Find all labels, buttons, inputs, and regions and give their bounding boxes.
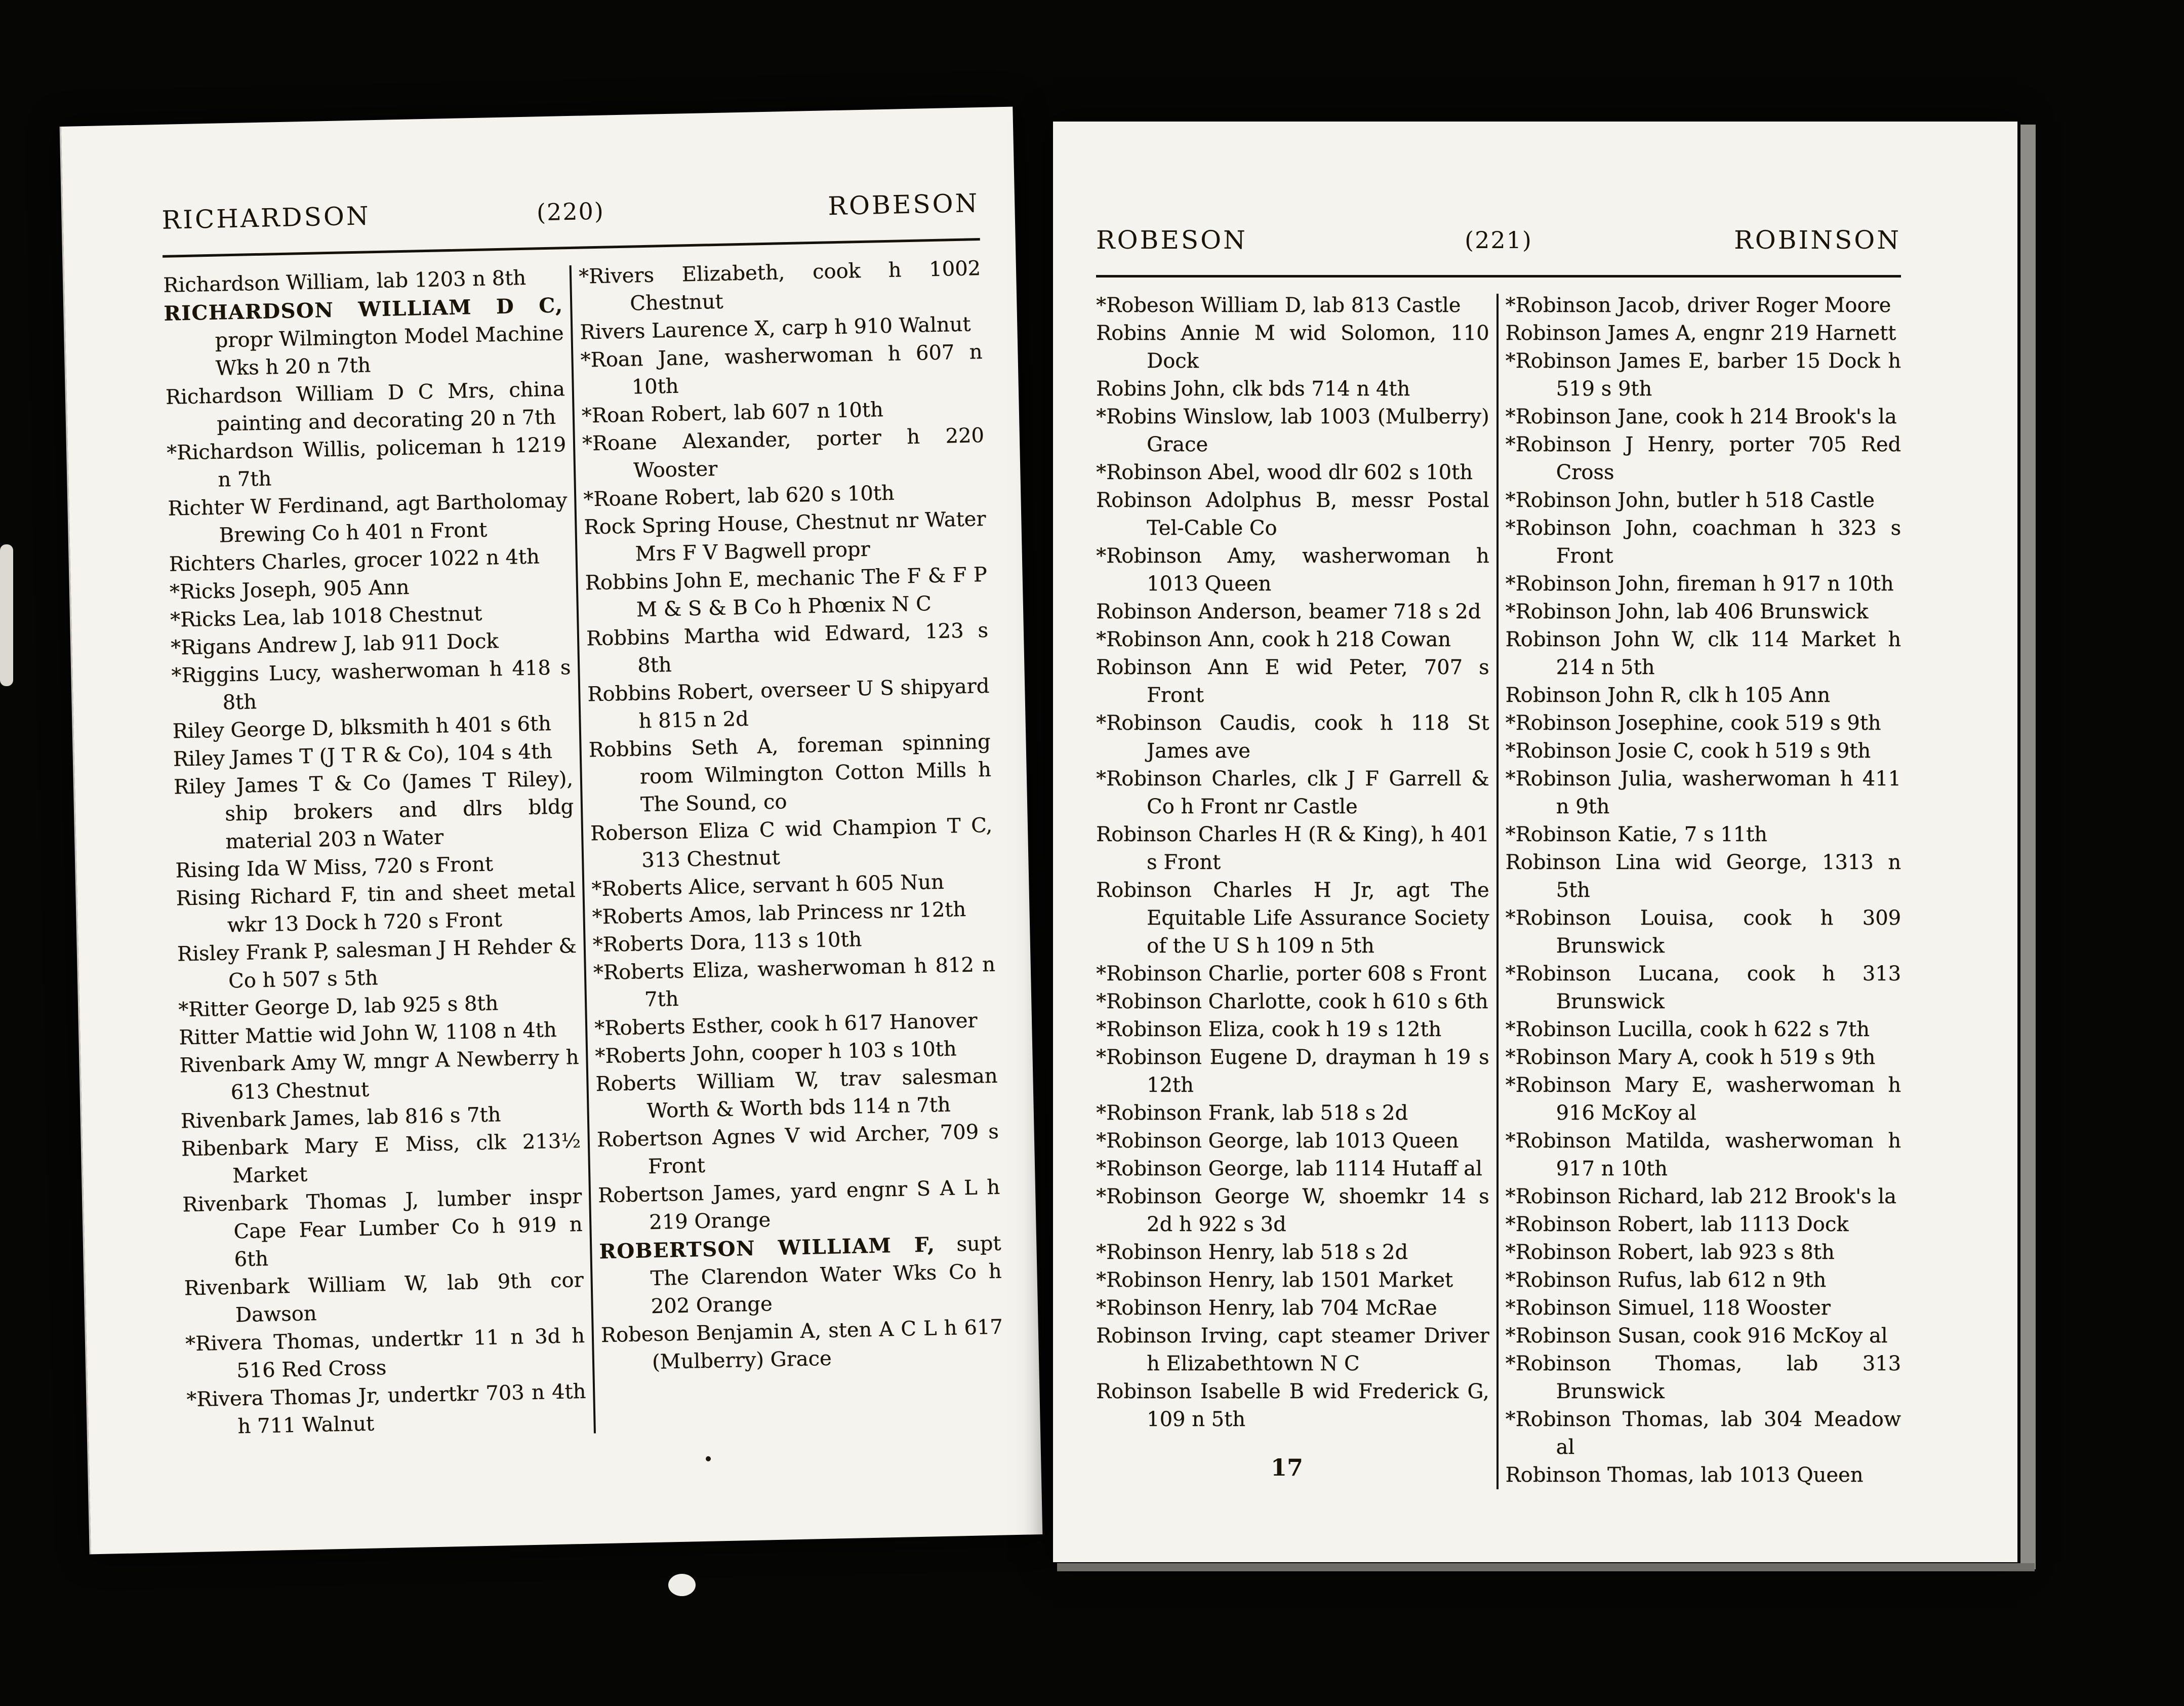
- directory-entry: Riley James T (J T R & Co), 104 s 4th: [173, 739, 553, 771]
- directory-entry: *Robinson Matilda, washerwoman h 917 n 10th: [1505, 1129, 1901, 1180]
- directory-entry: Risley Frank P, salesman J H Rehder & Co h 507 s 5th: [177, 934, 577, 993]
- directory-entry: Robinson Anderson, beamer 718 s 2d: [1096, 600, 1481, 623]
- header-rule: [1096, 275, 1901, 277]
- directory-entry: Riley George D, blksmith h 401 s 6th: [172, 711, 552, 743]
- directory-entry: *Roan Robert, lab 607 n 10th: [581, 398, 884, 428]
- column-divider: [1497, 294, 1499, 1489]
- directory-entry: *Robinson Frank, lab 518 s 2d: [1096, 1101, 1408, 1125]
- directory-entry: *Roane Alexander, porter h 220 Wooster: [582, 423, 985, 483]
- directory-entry: Rock Spring House, Chestnut nr Water Mrs F V Bagwell propr: [583, 507, 986, 566]
- directory-entry: *Robinson Katie, 7 s 11th: [1505, 823, 1767, 846]
- directory-entry: *Robinson Eugene D, drayman h 19 s 12th: [1096, 1046, 1489, 1097]
- directory-entry: Rivenbark Thomas J, lumber inspr Cape Fear Lumber Co h 919 n 6th: [182, 1184, 583, 1272]
- directory-entry: Roberson Eliza C wid Champion T C, 313 Chestnut: [590, 813, 993, 872]
- directory-entry: *Ricks Joseph, 905 Ann: [169, 575, 410, 604]
- directory-entry: Rising Richard F, tin and sheet metal wkr 13 Dock h 720 s Front: [176, 879, 576, 937]
- directory-entry: *Roberts Dora, 113 s 10th: [592, 928, 862, 957]
- directory-entry: *Roberts Amos, lab Princess nr 12th: [592, 897, 966, 929]
- scan-artifact-blob: [668, 1574, 696, 1596]
- directory-entry: *Robinson Simuel, 118 Wooster: [1505, 1296, 1831, 1320]
- directory-entry: *Robinson Lucilla, cook h 622 s 7th: [1505, 1018, 1870, 1041]
- directory-entry: Robinson John R, clk h 105 Ann: [1505, 684, 1830, 707]
- directory-entry-bold-name: RICHARDSON WILLIAM D C,: [163, 293, 563, 326]
- directory-entry: *Ritter George D, lab 925 s 8th: [178, 991, 499, 1022]
- directory-entry: Rising Ida W Miss, 720 s Front: [175, 852, 494, 883]
- page-folio: (220): [536, 197, 605, 226]
- directory-entry: *Robinson Thomas, lab 313 Brunswick: [1505, 1352, 1901, 1403]
- directory-entry: *Robins Winslow, lab 1003 (Mulberry) Grace: [1096, 405, 1489, 456]
- directory-entry: *Robinson Mary E, washerwoman h 916 McKoy al: [1505, 1074, 1901, 1125]
- directory-entry: *Robinson John, coachman h 323 s Front: [1505, 517, 1901, 568]
- directory-entry: Robeson Benjamin A, sten A C L h 617 (Mulberry) Grace: [600, 1315, 1003, 1374]
- directory-entry: *Robinson Lucana, cook h 313 Brunswick: [1505, 962, 1901, 1013]
- column-block: [163, 255, 1005, 1442]
- directory-entry: Robinson Charles H (R & King), h 401 s Front: [1096, 823, 1489, 874]
- directory-entry: *Robinson Rufus, lab 612 n 9th: [1505, 1268, 1827, 1292]
- directory-entry: Ribenbark Mary E Miss, clk 213½ Market: [181, 1129, 581, 1188]
- directory-entry: Robins Annie M wid Solomon, 110 Dock: [1096, 322, 1489, 373]
- directory-entry: *Robinson Eliza, cook h 19 s 12th: [1096, 1018, 1442, 1041]
- directory-entry: *Robinson John, fireman h 917 n 10th: [1505, 572, 1894, 596]
- header-letter-range-end: ROBESON: [827, 188, 980, 221]
- directory-entry: Robertson Agnes V wid Archer, 709 s Front: [596, 1120, 999, 1179]
- directory-column: [579, 255, 1005, 1433]
- directory-entry: Robinson Lina wid George, 1313 n 5th: [1505, 851, 1901, 902]
- directory-entry: *Robinson J Henry, porter 705 Red Cross: [1505, 433, 1901, 484]
- directory-entry: *Roberts Esther, cook h 617 Hanover: [594, 1009, 978, 1041]
- directory-entry: *Robinson Charles, clk J F Garrell & Co h Front nr Castle: [1096, 767, 1489, 818]
- directory-entry: Roberts William W, trav salesman Worth & Worth bds 114 n 7th: [595, 1064, 998, 1123]
- directory-entry: Robbins Robert, overseer U S shipyard h 815 n 2d: [587, 674, 990, 733]
- directory-entry: *Roberts John, cooper h 103 s 10th: [594, 1037, 957, 1068]
- directory-entry: *Robinson Robert, lab 923 s 8th: [1505, 1241, 1835, 1264]
- directory-entry: Rivers Laurence X, carp h 910 Walnut: [579, 312, 971, 344]
- directory-entry: Robinson Thomas, lab 1013 Queen: [1505, 1463, 1864, 1487]
- directory-entry: *Richardson Willis, policeman h 1219 n 7th: [166, 433, 567, 492]
- directory-entry: *Robinson Mary A, cook h 519 s 9th: [1505, 1046, 1876, 1069]
- header-letter-range-start: RICHARDSON: [161, 201, 371, 235]
- directory-entry: *Robinson Richard, lab 212 Brook's la: [1505, 1185, 1896, 1208]
- directory-entry: Robinson Isabelle B wid Frederick G, 109 n 5th: [1096, 1380, 1489, 1431]
- page-folio: (221): [1465, 226, 1532, 254]
- directory-entry: Richter W Ferdinand, agt Bartholomay Brewing Co h 401 n Front: [168, 489, 568, 547]
- page-header: [161, 188, 980, 241]
- directory-entry: *Ricks Lea, lab 1018 Chestnut: [170, 602, 482, 632]
- page-content: [1053, 122, 2017, 1562]
- directory-entry: Ritter Mattie wid John W, 1108 n 4th: [178, 1018, 557, 1050]
- directory-entry: Riley James T & Co (James T Riley), ship brokers and dlrs bldg material 203 n Water: [173, 767, 574, 854]
- scan-artifact-sliver: [0, 544, 13, 686]
- directory-column: [163, 263, 587, 1442]
- directory-entry: *Rivera Thomas, undertkr 11 n 3d h 516 Red Cross: [185, 1324, 585, 1383]
- directory-entry: *Robinson Ann, cook h 218 Cowan: [1096, 628, 1451, 651]
- directory-entry: *Robinson Susan, cook 916 McKoy al: [1505, 1324, 1888, 1347]
- directory-column: [1506, 292, 1901, 1489]
- directory-entry: *Robinson Thomas, lab 304 Meadow al: [1505, 1408, 1901, 1459]
- directory-entry: RICHARDSON WILLIAM D C, propr Wilmington Model Machine Wks h 20 n 7th: [163, 293, 564, 380]
- directory-entry: Robinson Irving, capt steamer Driver h Elizabethtown N C: [1096, 1324, 1489, 1375]
- directory-entry: Richters Charles, grocer 1022 n 4th: [169, 545, 540, 576]
- directory-entry: *Robinson Josephine, cook 519 s 9th: [1505, 711, 1881, 735]
- directory-entry: Robinson Charles H Jr, agt The Equitable Life Assurance Society of the U S h 109 n 5th: [1096, 879, 1489, 958]
- directory-entry: *Robinson Louisa, cook h 309 Brunswick: [1505, 906, 1901, 958]
- directory-entry: Robbins Martha wid Edward, 123 s 8th: [586, 618, 989, 678]
- directory-entry-bold-name: ROBERTSON WILLIAM F,: [598, 1233, 936, 1264]
- page-number: 17: [1271, 1454, 1304, 1481]
- directory-entry: *Robinson John, lab 406 Brunswick: [1505, 600, 1869, 623]
- page-header: [1096, 225, 1901, 261]
- directory-entry: Robinson John W, clk 114 Market h 214 n 5th: [1505, 628, 1901, 679]
- directory-entry: *Robinson George W, shoemkr 14 s 2d h 922 s 3d: [1096, 1185, 1489, 1236]
- directory-entry: *Robinson George, lab 1114 Hutaff al: [1096, 1157, 1482, 1180]
- directory-entry: *Robinson Charlie, porter 608 s Front: [1096, 962, 1486, 985]
- column-block: [1096, 292, 1901, 1489]
- header-letter-range-start: ROBESON: [1096, 225, 1247, 255]
- directory-entry: *Robinson Amy, washerwoman h 1013 Queen: [1096, 544, 1489, 596]
- directory-entry: *Robinson Jacob, driver Roger Moore: [1505, 294, 1891, 317]
- page-edge: [1057, 1563, 2035, 1571]
- directory-entry: *Robinson Abel, wood dlr 602 s 10th: [1096, 461, 1473, 484]
- directory-entry: *Robinson Henry, lab 704 McRae: [1096, 1296, 1437, 1320]
- directory-entry: *Rigans Andrew J, lab 911 Dock: [170, 629, 499, 660]
- directory-entry: *Robinson Robert, lab 1113 Dock: [1505, 1213, 1849, 1236]
- directory-page-220: [61, 107, 1043, 1555]
- page-edge: [2020, 125, 2036, 1569]
- directory-entry: *Roberts Alice, servant h 605 Nun: [591, 870, 945, 901]
- directory-entry: *Robinson James E, barber 15 Dock h 519 s 9th: [1505, 349, 1901, 401]
- directory-entry: Rivenbark William W, lab 9th cor Dawson: [184, 1268, 584, 1327]
- directory-entry: *Robinson John, butler h 518 Castle: [1505, 489, 1875, 512]
- directory-entry: Rivenbark James, lab 816 s 7th: [180, 1103, 501, 1133]
- directory-entry: *Robinson Josie C, cook h 519 s 9th: [1505, 739, 1871, 763]
- directory-entry: *Roane Robert, lab 620 s 10th: [583, 481, 895, 511]
- directory-entry: Robertson James, yard engnr S A L h 219 Orange: [597, 1175, 1000, 1235]
- directory-entry: Robinson Adolphus B, messr Postal Tel-Cable Co: [1096, 489, 1489, 540]
- directory-entry: Richardson William D C Mrs, china painting and decorating 20 n 7th: [165, 377, 565, 436]
- directory-entry: *Robinson Charlotte, cook h 610 s 6th: [1096, 990, 1488, 1013]
- directory-entry: *Robinson Henry, lab 1501 Market: [1096, 1268, 1453, 1292]
- directory-page-221: [1053, 122, 2017, 1562]
- directory-entry: *Rivera Thomas Jr, undertkr 703 n 4th h 711 Walnut: [186, 1379, 586, 1439]
- header-rule: [163, 238, 980, 258]
- directory-entry: *Robinson George, lab 1013 Queen: [1096, 1129, 1459, 1153]
- directory-entry: Robinson Ann E wid Peter, 707 s Front: [1096, 656, 1489, 707]
- directory-entry: Robinson James A, engnr 219 Harnett: [1505, 322, 1896, 345]
- directory-entry: Rivenbark Amy W, mngr A Newberry h 613 Chestnut: [179, 1045, 579, 1104]
- directory-entry: Robins John, clk bds 714 n 4th: [1096, 377, 1410, 401]
- directory-entry: ROBERTSON WILLIAM F, supt The Clarendon Water Wks Co h 202 Orange: [598, 1232, 1002, 1319]
- directory-entry: Richardson William, lab 1203 n 8th: [163, 266, 527, 297]
- directory-entry: Robbins Seth A, foreman spinning room Wilmington Cotton Mills h The Sound, co: [588, 730, 992, 817]
- directory-entry: *Riggins Lucy, washerwoman h 418 s 8th: [171, 656, 571, 715]
- directory-entry: *Rivers Elizabeth, cook h 1002 Chestnut: [578, 257, 981, 315]
- directory-entry: *Robinson Julia, washerwoman h 411 n 9th: [1505, 767, 1901, 818]
- directory-entry: *Roberts Eliza, washerwoman h 812 n 7th: [593, 953, 996, 1012]
- directory-entry: *Roan Jane, washerwoman h 607 n 10th: [580, 340, 983, 399]
- header-letter-range-end: ROBINSON: [1734, 225, 1901, 255]
- directory-entry: Robbins John E, mechanic The F & F P M & S & B Co h Phœnix N C: [585, 563, 988, 622]
- page-content: [61, 107, 1043, 1555]
- directory-column: [1096, 292, 1489, 1489]
- directory-entry: *Robinson Caudis, cook h 118 St James ave: [1096, 711, 1489, 763]
- directory-entry: *Robinson Jane, cook h 214 Brook's la: [1505, 405, 1897, 428]
- directory-entry: *Robeson William D, lab 813 Castle: [1096, 294, 1461, 317]
- directory-entry: *Robinson Henry, lab 518 s 2d: [1096, 1241, 1408, 1264]
